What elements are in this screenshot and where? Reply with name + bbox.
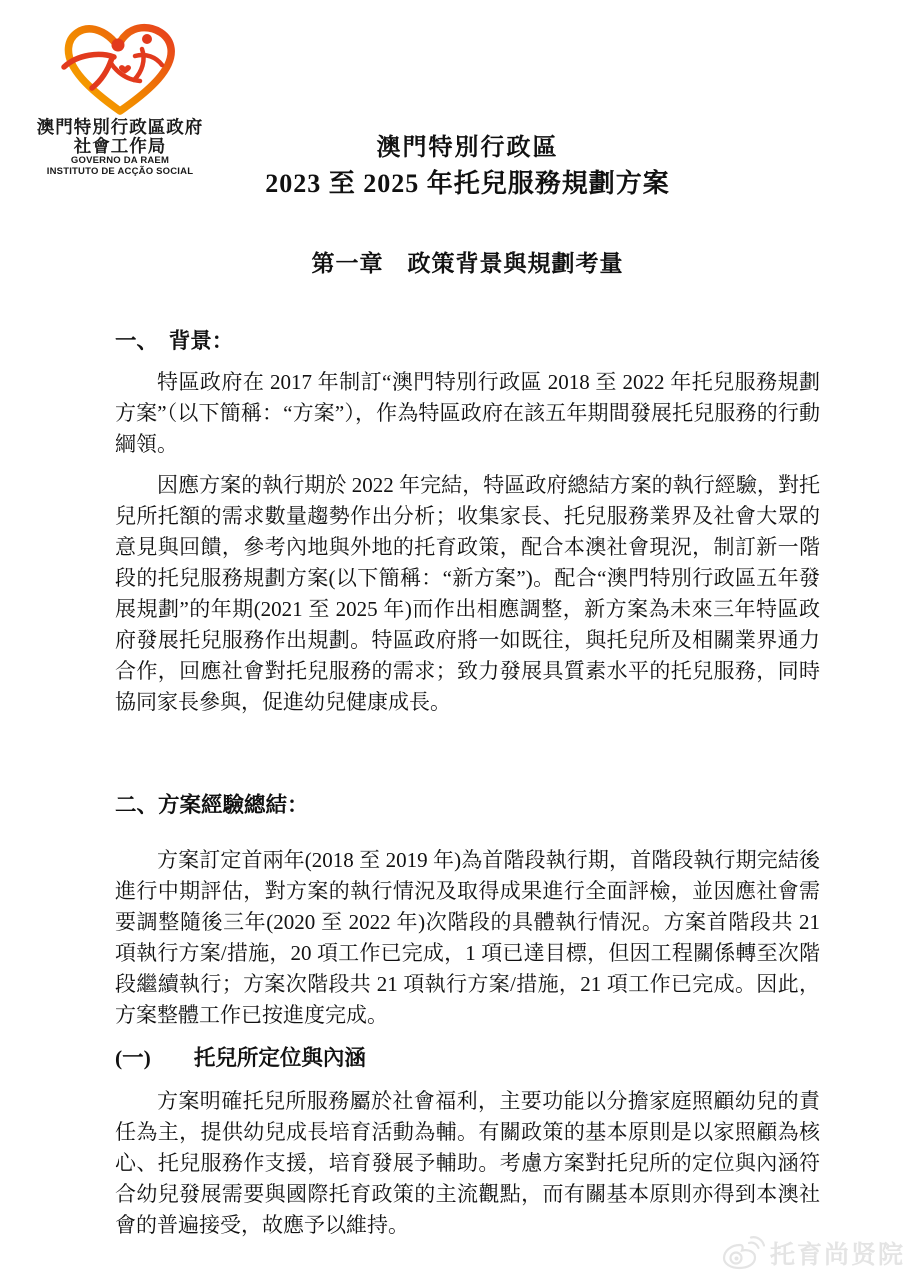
watermark-text: 托育尚贤院: [769, 1241, 905, 1269]
org-name-zh-line1: 澳門特別行政區政府: [36, 117, 204, 137]
org-name-zh-line2: 社會工作局: [73, 136, 167, 156]
section-2-paragraph-1: 方案訂定首兩年(2018 至 2019 年)為首階段執行期，首階段執行期完結後進行中期評估，對方案的執行情況及取得成果進行全面評檢，並因應社會需要調整隨後三年(2020 至 2022 年)次階段的具體執行情況。方案首階段共 21 項執行方案/措施，20 項工作已完成，1 項已達目標，但因工程關係轉至次階段繼續執行；方案次階段共 21 項執行方案/措施，21 項工作已完成。因此，方案整體工作已按進度完成。: [115, 848, 820, 1027]
subsection-1-heading: (一) 托兒所定位與內涵: [115, 1046, 366, 1070]
section-1-paragraph-2: 因應方案的執行期於 2022 年完結，特區政府總結方案的執行經驗，對托兒所托額的需求數量趨勢作出分析；收集家長、托兒服務業界及社會大眾的意見與回饋，參考內地與外地的托育政策，配合本澳社會現況，制訂新一階段的托兒服務規劃方案(以下簡稱：“新方案”)。配合“澳門特別行政區五年發展規劃”的年期(2021 至 2025 年)而作出相應調整，新方案為未來三年特區政府發展托兒服務作出規劃。特區政府將一如既往，與托兒所及相關業界通力合作，回應社會對托兒服務的需求；致力發展具質素水平的托兒服務，同時協同家長參與，促進幼兒健康成長。: [115, 473, 820, 714]
weibo-icon: [721, 1235, 765, 1271]
org-name-pt-line2: INSTITUTO DE ACÇÃO SOCIAL: [46, 165, 194, 177]
section-1-paragraph-1: 特區政府在 2017 年制訂“澳門特別行政區 2018 至 2022 年托兒服務規劃方案”（以下簡稱：“方案”），作為特區政府在該五年期間發展托兒服務的行動綱領。: [115, 370, 820, 456]
document-title-line1: 澳門特別行政區: [376, 135, 559, 161]
section-2-heading: 二、方案經驗總結：: [115, 793, 309, 817]
org-name-pt-line1: GOVERNO DA RAEM: [70, 155, 170, 166]
watermark: [721, 1235, 905, 1271]
chapter-heading: 第一章 政策背景與規劃考量: [311, 251, 624, 276]
document-body: [115, 0, 820, 1241]
document-title-line2: 2023 至 2025 年托兒服務規劃方案: [265, 169, 670, 198]
section-1-heading: 一、 背景：: [115, 329, 234, 353]
subsection-1-paragraph-1: 方案明確托兒所服務屬於社會福利，主要功能以分擔家庭照顧幼兒的責任為主，提供幼兒成長培育活動為輔。有關政策的基本原則是以家照顧為核心、托兒服務作支援，培育發展予輔助。考慮方案對托兒所的定位與內涵符合幼兒發展需要與國際托育政策的主流觀點，而有關基本原則亦得到本澳社會的普遍接受，故應予以維持。: [115, 1089, 820, 1237]
